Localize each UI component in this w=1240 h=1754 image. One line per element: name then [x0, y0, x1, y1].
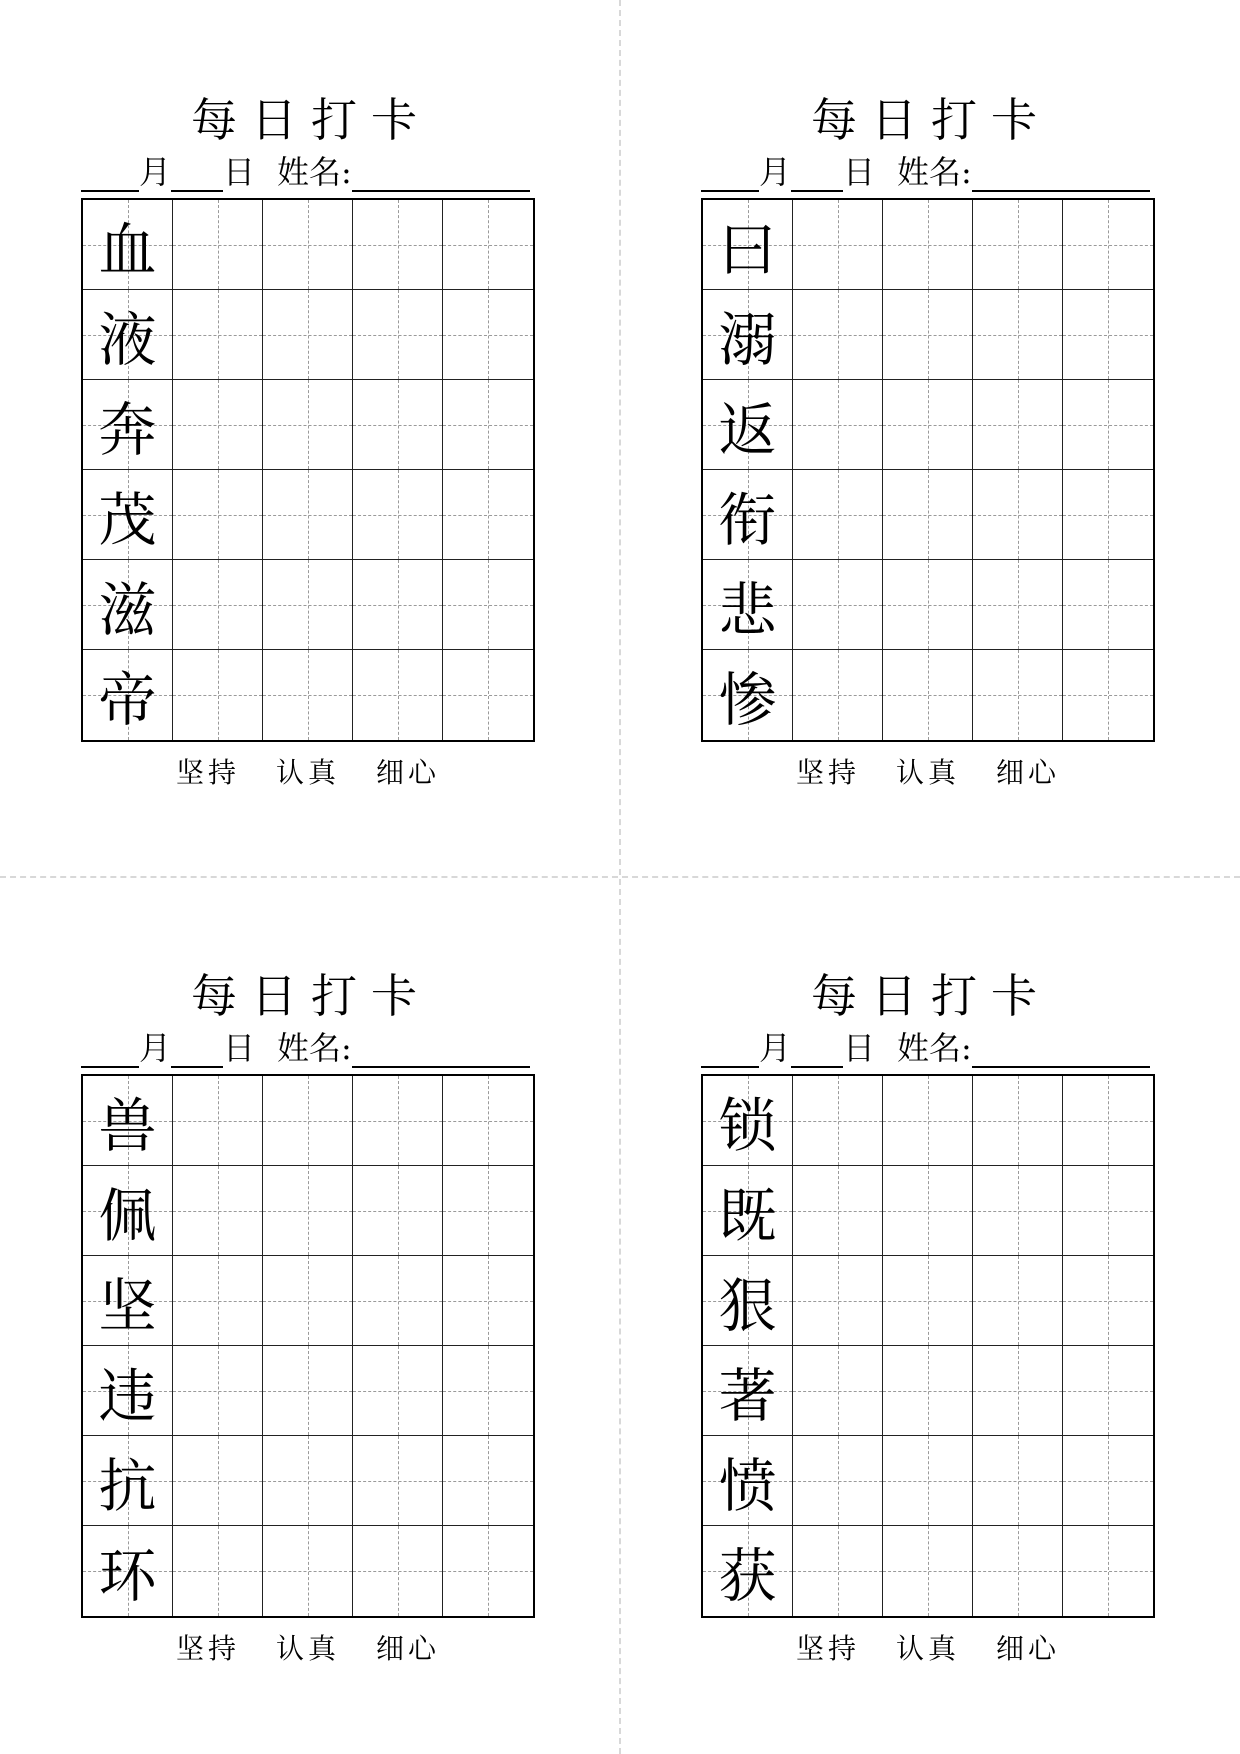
card-title: 每日打卡 [191, 969, 431, 1023]
practice-cell[interactable] [353, 1256, 443, 1346]
month-label: 月 [759, 153, 792, 191]
model-cell [703, 1076, 793, 1166]
model-character: 衔 [718, 485, 777, 554]
card-title: 每日打卡 [811, 93, 1051, 147]
motto-footer [701, 1631, 1155, 1667]
date-name-line [81, 1028, 541, 1068]
practice-cell[interactable] [793, 1076, 883, 1166]
practice-cell[interactable] [1063, 200, 1153, 290]
model-character: 帝 [98, 666, 157, 734]
practice-cell[interactable] [793, 200, 883, 290]
practice-cell[interactable] [793, 1526, 883, 1616]
practice-cell[interactable] [173, 1166, 263, 1256]
model-cell [703, 1256, 793, 1346]
practice-cell[interactable] [173, 1346, 263, 1436]
practice-cell[interactable] [443, 1076, 533, 1166]
name-blank[interactable] [972, 1034, 1150, 1068]
practice-cell[interactable] [443, 290, 533, 380]
horizontal-cut-line [0, 876, 1240, 878]
practice-cell[interactable] [883, 200, 973, 290]
practice-cell[interactable] [973, 1076, 1063, 1166]
model-cell [703, 470, 793, 560]
model-character: 坚 [98, 1271, 157, 1340]
practice-cell[interactable] [1063, 290, 1153, 380]
date-name-line [701, 152, 1161, 192]
model-cell [703, 1166, 793, 1256]
practice-cell[interactable] [353, 380, 443, 470]
practice-cell[interactable] [1063, 1166, 1153, 1256]
motto-word: 坚持 [795, 756, 860, 789]
day-blank[interactable] [791, 1034, 843, 1068]
practice-cell[interactable] [883, 470, 973, 560]
model-cell [83, 200, 173, 290]
tianzige-grid [81, 1074, 535, 1618]
motto-word: 认真 [275, 1632, 340, 1665]
model-cell [83, 1076, 173, 1166]
tianzige-grid [701, 198, 1155, 742]
day-label: 日 [843, 1029, 876, 1067]
month-label: 月 [139, 153, 172, 191]
practice-cell[interactable] [353, 290, 443, 380]
motto-footer [81, 755, 535, 791]
model-cell [83, 1526, 173, 1616]
model-character: 兽 [98, 1091, 157, 1160]
model-cell [703, 380, 793, 470]
model-cell [83, 1436, 173, 1526]
motto-word: 认真 [895, 1632, 960, 1665]
model-cell [83, 1166, 173, 1256]
day-label: 日 [223, 153, 256, 191]
practice-cell[interactable] [173, 200, 263, 290]
practice-cell[interactable] [443, 1526, 533, 1616]
practice-cell[interactable] [973, 1526, 1063, 1616]
motto-footer [81, 1631, 535, 1667]
practice-cell[interactable] [173, 470, 263, 560]
practice-cell[interactable] [883, 1436, 973, 1526]
practice-cell[interactable] [1063, 380, 1153, 470]
model-cell [83, 1346, 173, 1436]
motto-word: 细心 [996, 756, 1061, 789]
model-character: 愤 [718, 1451, 777, 1520]
practice-cell[interactable] [793, 650, 883, 740]
model-cell [83, 470, 173, 560]
practice-cell[interactable] [883, 560, 973, 650]
model-character: 惨 [718, 666, 777, 734]
practice-cell[interactable] [973, 1166, 1063, 1256]
practice-cell[interactable] [1063, 560, 1153, 650]
practice-cell[interactable] [353, 1526, 443, 1616]
model-cell [703, 1436, 793, 1526]
model-character: 溺 [718, 305, 777, 374]
practice-cell[interactable] [263, 200, 353, 290]
practice-cell[interactable] [443, 560, 533, 650]
month-blank[interactable] [81, 1034, 139, 1068]
model-cell [703, 1346, 793, 1436]
practice-cell[interactable] [263, 1346, 353, 1436]
model-character: 既 [718, 1181, 777, 1250]
date-name-line [701, 1028, 1161, 1068]
model-cell [703, 560, 793, 650]
practice-cell[interactable] [973, 1346, 1063, 1436]
practice-cell[interactable] [173, 290, 263, 380]
practice-cell[interactable] [263, 470, 353, 560]
model-character: 佩 [98, 1181, 157, 1250]
model-character: 奔 [98, 395, 157, 464]
practice-cell[interactable] [973, 290, 1063, 380]
practice-cell[interactable] [793, 1346, 883, 1436]
model-character: 抗 [98, 1451, 157, 1520]
practice-cell[interactable] [443, 1436, 533, 1526]
practice-cell[interactable] [883, 290, 973, 380]
practice-cell[interactable] [973, 560, 1063, 650]
model-character: 血 [98, 215, 157, 284]
model-character: 锁 [718, 1091, 777, 1160]
practice-cell[interactable] [973, 650, 1063, 740]
motto-word: 坚持 [175, 1632, 240, 1665]
practice-cell[interactable] [173, 1436, 263, 1526]
model-character: 环 [98, 1542, 157, 1610]
practice-cell[interactable] [353, 1166, 443, 1256]
practice-cell[interactable] [353, 650, 443, 740]
day-label: 日 [843, 153, 876, 191]
model-cell [703, 200, 793, 290]
model-cell [83, 1256, 173, 1346]
practice-cell[interactable] [443, 200, 533, 290]
card-title: 每日打卡 [191, 93, 431, 147]
practice-cell[interactable] [883, 1076, 973, 1166]
practice-cell[interactable] [263, 1166, 353, 1256]
motto-word: 细心 [996, 1632, 1061, 1665]
day-blank[interactable] [171, 1034, 223, 1068]
name-blank[interactable] [352, 158, 530, 192]
model-character: 狠 [718, 1271, 777, 1340]
practice-cell[interactable] [883, 380, 973, 470]
model-cell [703, 290, 793, 380]
practice-cell[interactable] [263, 380, 353, 470]
date-name-line [81, 152, 541, 192]
practice-cell[interactable] [263, 290, 353, 380]
practice-cell[interactable] [973, 200, 1063, 290]
motto-word: 认真 [275, 756, 340, 789]
practice-cell[interactable] [883, 1256, 973, 1346]
practice-cell[interactable] [1063, 470, 1153, 560]
model-character: 滋 [98, 575, 157, 644]
motto-word: 细心 [376, 756, 441, 789]
model-character: 悲 [718, 575, 777, 644]
model-cell [703, 650, 793, 740]
model-character: 茂 [98, 485, 157, 554]
practice-cell[interactable] [353, 470, 443, 560]
practice-cell[interactable] [173, 380, 263, 470]
practice-cell[interactable] [883, 1166, 973, 1256]
model-character: 返 [718, 395, 777, 464]
card-title: 每日打卡 [811, 969, 1051, 1023]
practice-cell[interactable] [443, 650, 533, 740]
tianzige-grid [701, 1074, 1155, 1618]
name-label: 姓名: [897, 153, 972, 191]
practice-cell[interactable] [793, 470, 883, 560]
practice-cell[interactable] [793, 380, 883, 470]
practice-cell[interactable] [973, 1256, 1063, 1346]
practice-cell[interactable] [173, 1076, 263, 1166]
tianzige-grid [81, 198, 535, 742]
month-blank[interactable] [701, 158, 759, 192]
practice-cell[interactable] [883, 650, 973, 740]
name-label: 姓名: [897, 1029, 972, 1067]
practice-cell[interactable] [883, 1526, 973, 1616]
practice-cell[interactable] [1063, 650, 1153, 740]
practice-cell[interactable] [443, 1166, 533, 1256]
practice-cell[interactable] [263, 650, 353, 740]
model-cell [703, 1526, 793, 1616]
practice-cell[interactable] [353, 1436, 443, 1526]
model-character: 违 [98, 1361, 157, 1430]
name-blank[interactable] [352, 1034, 530, 1068]
month-blank[interactable] [701, 1034, 759, 1068]
motto-word: 坚持 [175, 756, 240, 789]
practice-cell[interactable] [973, 1436, 1063, 1526]
practice-cell[interactable] [443, 1256, 533, 1346]
model-character: 获 [718, 1542, 777, 1610]
model-cell [83, 560, 173, 650]
name-label: 姓名: [277, 1029, 352, 1067]
practice-cell[interactable] [973, 470, 1063, 560]
practice-cell[interactable] [443, 1346, 533, 1436]
model-cell [83, 650, 173, 740]
practice-cell[interactable] [793, 1436, 883, 1526]
practice-cell[interactable] [353, 1346, 443, 1436]
practice-cell[interactable] [353, 560, 443, 650]
model-character: 液 [98, 305, 157, 374]
practice-cell[interactable] [263, 1526, 353, 1616]
practice-cell[interactable] [263, 1256, 353, 1346]
model-cell [83, 380, 173, 470]
practice-cell[interactable] [1063, 1256, 1153, 1346]
practice-cell[interactable] [973, 380, 1063, 470]
day-label: 日 [223, 1029, 256, 1067]
practice-cell[interactable] [883, 1346, 973, 1436]
practice-cell[interactable] [173, 560, 263, 650]
month-label: 月 [759, 1029, 792, 1067]
practice-cell[interactable] [173, 1526, 263, 1616]
month-blank[interactable] [81, 158, 139, 192]
practice-cell[interactable] [793, 290, 883, 380]
model-character: 著 [718, 1361, 777, 1430]
motto-word: 坚持 [795, 1632, 860, 1665]
day-blank[interactable] [171, 158, 223, 192]
practice-cell[interactable] [173, 1256, 263, 1346]
practice-cell[interactable] [353, 200, 443, 290]
practice-cell[interactable] [263, 1076, 353, 1166]
motto-word: 细心 [376, 1632, 441, 1665]
practice-cell[interactable] [263, 560, 353, 650]
practice-cell[interactable] [443, 380, 533, 470]
practice-cell[interactable] [1063, 1346, 1153, 1436]
practice-cell[interactable] [443, 470, 533, 560]
practice-cell[interactable] [173, 650, 263, 740]
motto-footer [701, 755, 1155, 791]
practice-cell[interactable] [263, 1436, 353, 1526]
practice-cell[interactable] [1063, 1526, 1153, 1616]
practice-cell[interactable] [353, 1076, 443, 1166]
motto-word: 认真 [895, 756, 960, 789]
practice-cell[interactable] [793, 1166, 883, 1256]
name-blank[interactable] [972, 158, 1150, 192]
practice-cell[interactable] [793, 1256, 883, 1346]
practice-cell[interactable] [1063, 1436, 1153, 1526]
practice-cell[interactable] [793, 560, 883, 650]
month-label: 月 [139, 1029, 172, 1067]
day-blank[interactable] [791, 158, 843, 192]
model-character: 曰 [718, 215, 777, 284]
name-label: 姓名: [277, 153, 352, 191]
model-cell [83, 290, 173, 380]
practice-cell[interactable] [1063, 1076, 1153, 1166]
